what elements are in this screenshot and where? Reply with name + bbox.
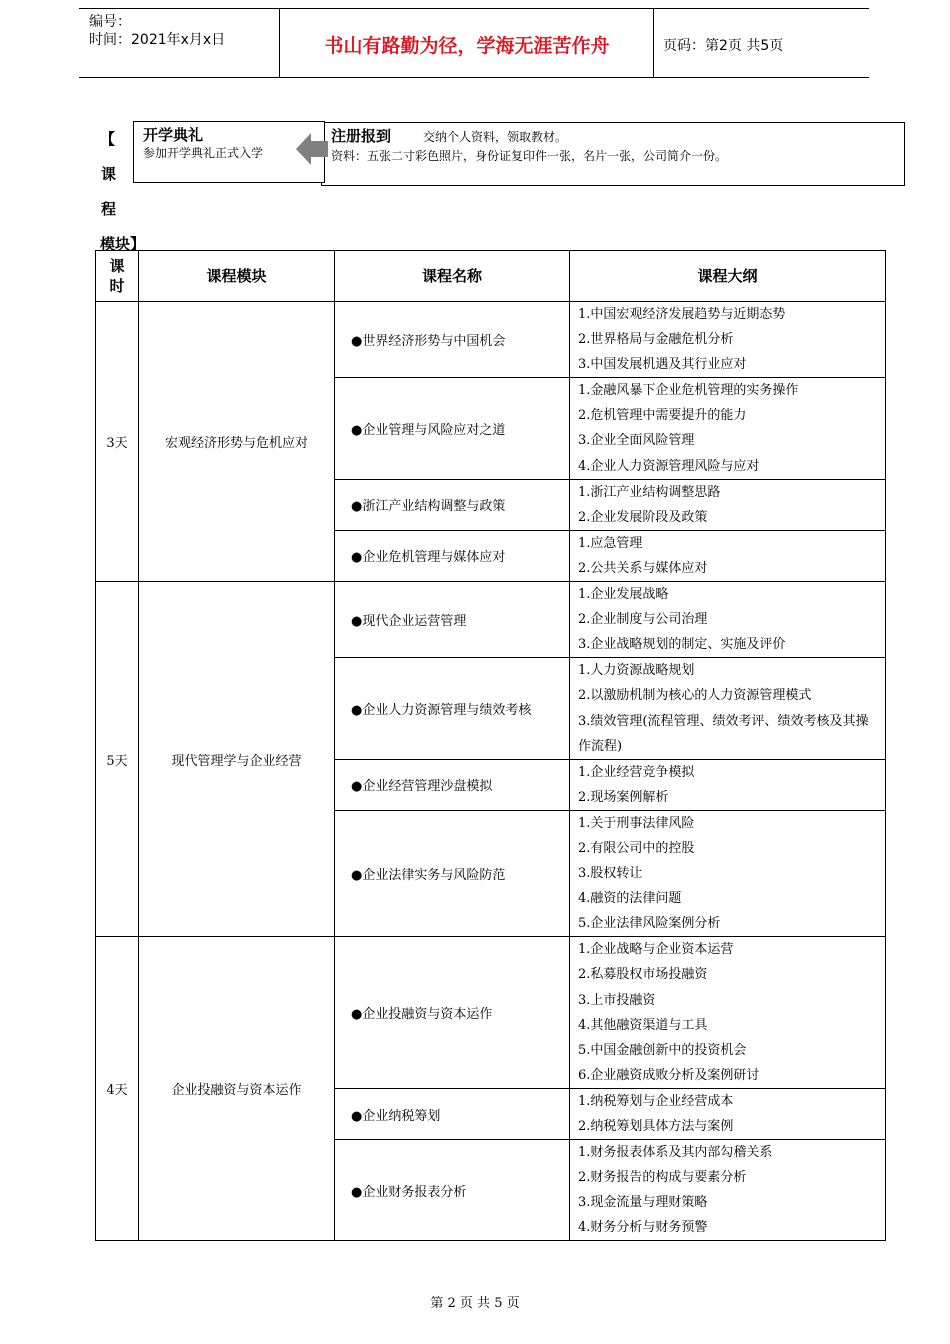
header-divider: [279, 9, 280, 77]
outline-item: 2.现场案例解析: [578, 789, 669, 805]
arrow-left-icon: [295, 131, 329, 167]
outline-item: 3.现金流量与理财策略: [578, 1195, 708, 1211]
outline-item: 4.企业人力资源管理风险与应对: [578, 458, 760, 474]
outline-item: 5.中国金融创新中的投资机会: [578, 1042, 747, 1058]
course-name: ●企业财务报表分析: [335, 1140, 570, 1241]
hours-cell: 4天: [96, 937, 139, 1241]
outline-cell: [570, 1140, 886, 1241]
outline-cell: [570, 378, 886, 479]
outline-item: 1.应急管理: [578, 535, 643, 551]
date-label: 时间：2021年x月x日: [89, 32, 226, 48]
outline-item: 1.人力资源战略规划: [578, 663, 695, 679]
module-cell: 现代管理学与企业经营: [139, 582, 335, 937]
outline-cell: [570, 658, 886, 759]
outline-item: 3.企业全面风险管理: [578, 433, 695, 449]
header-hours: 课时: [96, 251, 139, 302]
outline-item: 2.企业制度与公司治理: [578, 612, 708, 628]
table-header-row: [96, 251, 886, 302]
outline-item: 1.企业战略与企业资本运营: [578, 942, 734, 958]
outline-cell: [570, 530, 886, 581]
course-name: ●现代企业运营管理: [335, 582, 570, 658]
table-row: [96, 582, 886, 658]
outline-item: 3.中国发展机遇及其行业应对: [578, 357, 747, 373]
outline-item: 1.财务报表体系及其内部勾稽关系: [578, 1145, 773, 1161]
page-label: 页码：第2页 共5页: [663, 38, 784, 54]
header-meta: [89, 13, 225, 49]
outline-cell: [570, 1088, 886, 1139]
outline-item: 1.中国宏观经济发展趋势与近期态势: [578, 307, 786, 322]
outline-cell: [570, 302, 886, 378]
section-label-part: 程: [101, 200, 117, 218]
outline-item: 2.以激励机制为核心的人力资源管理模式: [578, 688, 812, 704]
outline-item: 4.其他融资渠道与工具: [578, 1017, 708, 1033]
header-outline: 课程大纲: [570, 251, 886, 302]
outline-item: 2.私募股权市场投融资: [578, 967, 708, 983]
course-name: ●企业投融资与资本运作: [335, 937, 570, 1089]
outline-item: 6.企业融资成败分析及案例研讨: [578, 1067, 760, 1083]
outline-item: 3.绩效管理(流程管理、绩效考评、绩效考核及其操作流程): [578, 713, 869, 754]
outline-item: 1.金融风暴下企业危机管理的实务操作: [578, 383, 799, 399]
outline-item: 4.融资的法律问题: [578, 891, 682, 907]
section-label-part: 模块】: [100, 235, 146, 253]
course-name: ●企业人力资源管理与绩效考核: [335, 658, 570, 759]
header-course-name: 课程名称: [335, 251, 570, 302]
outline-item: 1.关于刑事法律风险: [578, 815, 695, 831]
outline-item: 4.财务分析与财务预警: [578, 1220, 708, 1236]
hours-cell: 5天: [96, 582, 139, 937]
outline-item: 2.有限公司中的控股: [578, 840, 695, 856]
page-header: [79, 8, 869, 78]
registration-materials: 资料：五张二寸彩色照片，身份证复印件一张，名片一张，公司简介一份。: [331, 149, 728, 163]
outline-cell: [570, 810, 886, 936]
registration-box: [321, 122, 905, 186]
module-cell: 宏观经济形势与危机应对: [139, 302, 335, 582]
table-row: [96, 302, 886, 378]
outline-item: 2.世界格局与金融危机分析: [578, 332, 734, 348]
outline-item: 2.财务报告的构成与要素分析: [578, 1170, 747, 1186]
course-name: ●企业法律实务与风险防范: [335, 810, 570, 936]
outline-item: 3.企业战略规划的制定、实施及评价: [578, 637, 786, 653]
course-name: ●浙江产业结构调整与政策: [335, 479, 570, 530]
table-row: [96, 937, 886, 1089]
outline-item: 1.浙江产业结构调整思路: [578, 484, 721, 500]
opening-title: 开学典礼: [143, 126, 204, 144]
outline-item: 1.企业发展战略: [578, 587, 669, 603]
outline-item: 2.纳税筹划具体方法与案例: [578, 1119, 734, 1134]
opening-subtitle: 参加开学典礼正式入学: [143, 146, 264, 160]
outline-cell: [570, 582, 886, 658]
motto: 书山有路勤为径，学海无涯苦作舟: [324, 35, 610, 57]
course-table: [95, 250, 886, 1241]
registration-desc: 交纳个人资料，领取教材。: [423, 130, 568, 144]
outline-item: 2.企业发展阶段及政策: [578, 509, 708, 525]
outline-item: 1.企业经营竞争模拟: [578, 764, 695, 780]
outline-cell: [570, 759, 886, 810]
header-module: 课程模块: [139, 251, 335, 302]
outline-item: 2.公共关系与媒体应对: [578, 560, 708, 576]
page-footer: 第 2 页 共 5 页: [430, 1296, 520, 1311]
serial-label: 编号：: [89, 14, 131, 30]
course-name: ●世界经济形势与中国机会: [335, 302, 570, 378]
course-name: ●企业经营管理沙盘模拟: [335, 759, 570, 810]
course-name: ●企业纳税筹划: [335, 1088, 570, 1139]
outline-item: 3.上市投融资: [578, 992, 656, 1008]
outline-item: 3.股权转让: [578, 866, 643, 882]
hours-cell: 3天: [96, 302, 139, 582]
course-name: ●企业管理与风险应对之道: [335, 378, 570, 479]
section-label-part: 课: [101, 165, 117, 183]
course-name: ●企业危机管理与媒体应对: [335, 530, 570, 581]
header-divider: [653, 9, 654, 77]
module-cell: 企业投融资与资本运作: [139, 937, 335, 1241]
outline-item: 2.危机管理中需要提升的能力: [578, 408, 747, 424]
registration-title: 注册报到: [331, 127, 392, 145]
outline-item: 5.企业法律风险案例分析: [578, 916, 721, 932]
outline-cell: [570, 937, 886, 1089]
section-label-part: 【: [100, 130, 116, 148]
outline-item: 1.纳税筹划与企业经营成本: [578, 1093, 734, 1109]
outline-cell: [570, 479, 886, 530]
